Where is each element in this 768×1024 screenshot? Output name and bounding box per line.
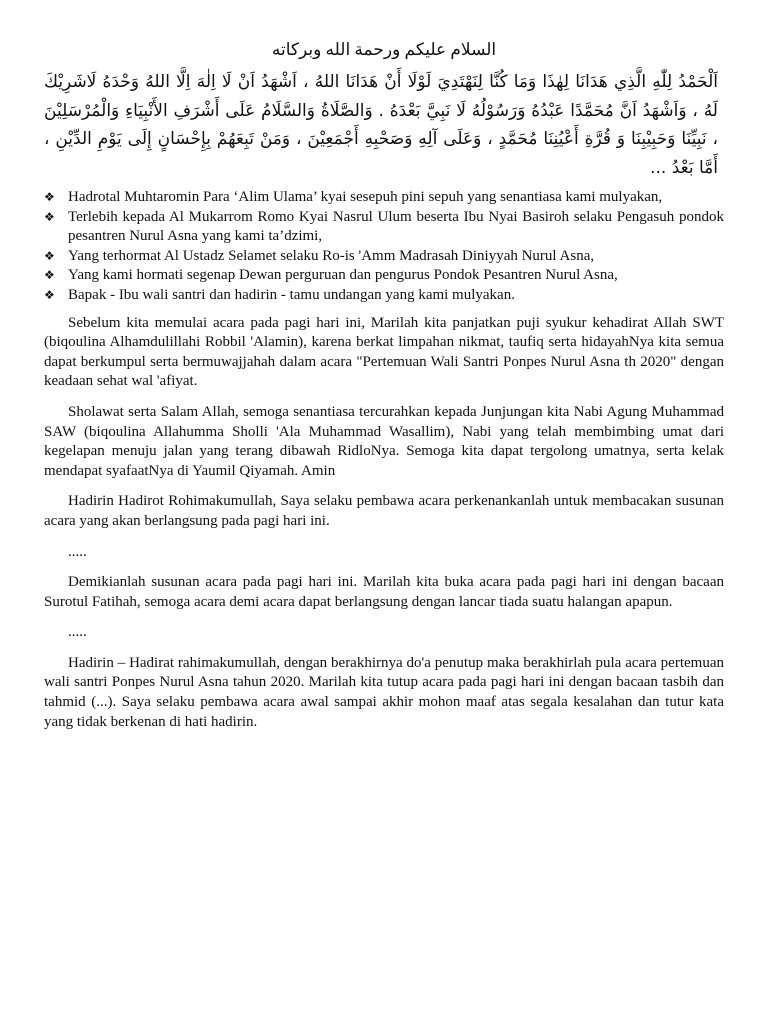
diamond-bullet-icon: ❖ [44, 190, 55, 204]
paragraph-agenda-intro: Hadirin Hadirot Rohimakumullah, Saya selaku pembawa acara perkenankanlah untuk membacakan susunan acara yang akan berlangsung pada pagi hari ini. [44, 493, 724, 529]
paragraph-sholawat: Sholawat serta Salam Allah, semoga senantiasa tercurahkan kepada Junjungan kita Nabi Agung Muhammad SAW (biqoulina Allahumma Sholli 'Ala Muhammad Wasallim), Nabi yang telah membimbing umat dari kegelapan menuju jalan yang terang dibawah RidloNya. Semoga kita dapat tergolong umatnya, serta kelak mendapat syafaatNya di Yaumil Qiyamah. Amin [44, 403, 724, 479]
salam-greeting: السلام عليكم ورحمة الله وبركاته [271, 40, 497, 59]
arabic-opening: اَلْحَمْدُ لِلّٰهِ الَّذِي هَدَانَا لِهٰذَا وَمَا كُنَّا لِنَهْتَدِيَ لَوْلَا أَنْ هَدَانَا اللهُ ، اَشْهَدُ اَنْ لَا اِلٰهَ اِلَّا اللهُ وَحْدَهُ لَاشَرِيْكَ لَهُ ، وَاَشْهَدُ اَنَّ مُحَمَّدًا عَبْدُهُ وَرَسُوْلُهُ لَا نَبِيَّ بَعْدَهُ . وَالصَّلَاةُ وَالسَّلَامُ عَلَى أَشْرَفِ الأَنْبِيَاءِ وَالْمُرْسَلِيْنَ ، نَبِيِّنَا وَحَبِيْبِنَا وَ قُرَّةِ أَعْيُنِنَا مُحَمَّدٍ ، وَعَلَى آلِهِ وَصَحْبِهِ أَجْمَعِيْنَ ، وَمَنْ تَبِعَهُمْ بِإِحْسَانٍ إِلَى يَوْمِ الدِّيْنِ ، أَمَّا بَعْدُ ... [44, 72, 718, 178]
list-item-text: Hadrotal Muhtaromin Para ‘Alim Ulama’ kyai sesepuh pini sepuh yang senantiasa kami mulyakan, [68, 189, 663, 205]
list-item-text: Bapak - Ibu wali santri dan hadirin - tamu undangan yang kami mulyakan. [68, 286, 515, 303]
diamond-bullet-icon: ❖ [44, 287, 55, 302]
diamond-bullet-icon: ❖ [44, 209, 55, 224]
list-item-text: Yang kami hormati segenap Dewan perguruan dan pengurus Pondok Pesantren Nurul Asna, [68, 267, 618, 284]
diamond-bullet-icon: ❖ [44, 268, 55, 283]
list-item [44, 188, 724, 208]
paragraph-opening-prayer: Demikianlah susunan acara pada pagi hari ini. Marilah kita buka acara pada pagi hari ini dengan bacaan Surotul Fatihah, semoga acara demi acara dapat berlangsung dengan lancar tiada suatu halangan apapun. [44, 574, 724, 610]
paragraph-closing: Hadirin – Hadirat rahimakumullah, dengan berakhirnya do'a penutup maka berakhirlah pula acara pertemuan wali santri Ponpes Nurul Asna tahun 2020. Marilah kita tutup acara pada pagi hari ini dengan bacaan tasbih dan tahmid (...). Saya selaku pembawa acara awal sampai akhir mohon maaf atas segala kesalahan dan tutur kata yang tidak berkenan di hati hadirin. [44, 654, 724, 730]
ellipsis-placeholder: ..... [68, 543, 87, 560]
list-item [44, 208, 724, 247]
list-item [44, 266, 724, 286]
diamond-bullet-icon: ❖ [44, 248, 55, 263]
list-item-text: Yang terhormat Al Ustadz Selamet selaku Ro-is 'Amm Madrasah Diniyyah Nurul Asna, [68, 247, 595, 264]
list-item [44, 286, 724, 306]
paragraph-opening-praise: Sebelum kita memulai acara pada pagi hari ini, Marilah kita panjatkan puji syukur kehadirat Allah SWT (biqoulina Alhamdulillahi Robbil 'Alamin), karena berkat limpahan nikmat, taufiq serta hidayahNya kita semua dapat berkumpul serta bermuwajjahah dalam acara "Pertemuan Wali Santri Ponpes Nurul Asna th 2020" dengan keadaan sehat wal 'afiyat. [44, 314, 724, 390]
greeting-list [44, 188, 724, 306]
ellipsis-placeholder: ..... [68, 624, 87, 641]
list-item [44, 247, 724, 267]
list-item-text: Terlebih kepada Al Mukarrom Romo Kyai Nasrul Ulum beserta Ibu Nyai Basiroh selaku Pengasuh pondok pesantren Nurul Asna yang kami ta’dzimi, [68, 208, 724, 245]
